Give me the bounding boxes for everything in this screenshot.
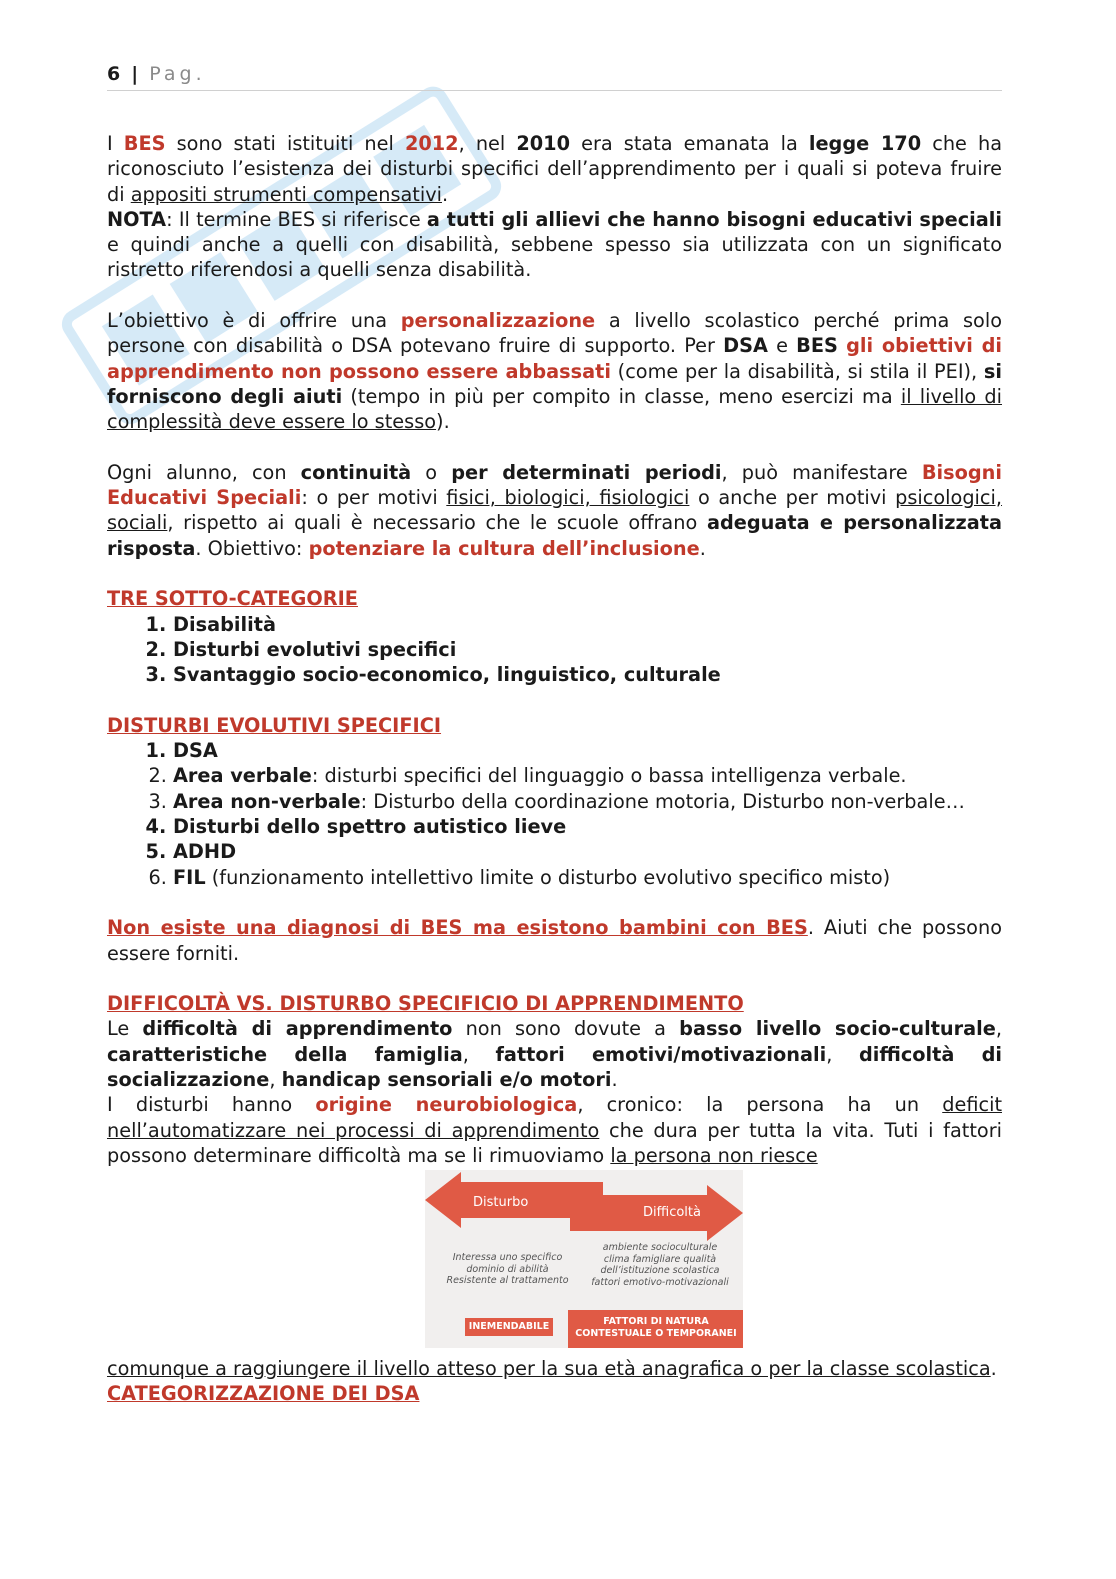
- paragraph-nota: NOTA: Il termine BES si riferisce a tutti gli allievi che hanno bisogni educativi speciali e quindi anche a quelli con disabilità, sebbene spesso sia utilizzata con un significato ristretto riferendosi a quelli senza disabilità.: [107, 207, 1002, 282]
- paragraph-alunno: Ogni alunno, con continuità o per determinati periodi, può manifestare Bisogni Educativi Speciali: o per motivi fisici, biologici, fisiologici o anche per motivi psicologici, sociali, rispetto ai quali è necessario che le scuole offrano adeguata e personalizzata risposta. Obiettivo: potenziare la cultura dell’inclusione.: [107, 460, 1003, 560]
- paragraph-intro: I BES sono stati istituiti nel 2012, nel 2010 era stata emanata la legge 170 che ha riconosciuto l’esistenza dei disturbi specifici dell’apprendimento per i quali si poteva fruire di appositi strumenti compensativi.: [107, 132, 1003, 206]
- heading-tre-sotto-categorie: TRE SOTTO-CATEGORIE: [107, 587, 358, 611]
- list-item: 4. Disturbi dello spettro autistico lieve: [173, 814, 1002, 839]
- page-header: 6 | Pag.: [107, 62, 1002, 91]
- page-number: 6: [107, 63, 121, 85]
- paragraph-non-esiste: Non esiste una diagnosi di BES ma esistono bambini con BES. Aiuti che possono essere forniti.: [107, 916, 1002, 965]
- heading-categorizzazione-dsa: CATEGORIZZAZIONE DEI DSA: [107, 1382, 420, 1406]
- list-disturbi-evolutivi: [107, 738, 1002, 890]
- list-item: 5. ADHD: [173, 839, 1002, 864]
- difficolta-description: ambiente socioculturale clima famigliare qualità dell’istituzione scolastica fattori emotivo-motivazionali: [591, 1242, 729, 1288]
- list-item: 1. Disabilità: [173, 612, 1002, 637]
- paragraph-obiettivo: L’obiettivo è di offrire una personalizzazione a livello scolastico perché prima solo persone con disabilità o DSA potevano fruire di supporto. Per DSA e BES gli obiettivi di apprendimento non possono essere abbassati (come per la disabilità, si stila il PEI), si forniscono degli aiuti (tempo in più per compito in classe, meno esercizi ma il livello di complessità deve essere lo stesso).: [107, 309, 1003, 434]
- fattori-tag: FATTORI DI NATURA CONTESTUALE O TEMPORANEI: [575, 1316, 737, 1340]
- inemendabile-tag: INEMENDABILE: [468, 1321, 550, 1333]
- heading-disturbi-evolutivi: DISTURBI EVOLUTIVI SPECIFICI: [107, 713, 442, 737]
- disturbo-description: Interessa uno specifico dominio di abilità Resistente al trattamento: [446, 1252, 569, 1287]
- list-sotto-categorie: [107, 612, 1002, 688]
- disturbo-vs-difficolta-figure: [425, 1170, 743, 1348]
- list-item: 2. Disturbi evolutivi specifici: [173, 637, 1002, 662]
- list-item: 2. Area verbale: disturbi specifici del linguaggio o bassa intelligenza verbale.: [173, 763, 1002, 788]
- paragraph-difficolta: Le difficoltà di apprendimento non sono dovute a basso livello socio-culturale, caratteristiche della famiglia, fattori emotivi/motivazionali, difficoltà di socializzazione, handicap sensoriali e/o motori.: [107, 1017, 1002, 1091]
- list-item: 3. Svantaggio socio-economico, linguistico, culturale: [173, 662, 1002, 687]
- paragraph-continuation: comunque a raggiungere il livello atteso per la sua età anagrafica o per la classe scolastica.: [107, 1357, 997, 1381]
- document-page: [107, 62, 1002, 1407]
- page-label: Pag.: [149, 63, 206, 85]
- left-arrow-label: Disturbo: [473, 1195, 529, 1211]
- heading-difficolta-vs-disturbo: DIFFICOLTÀ VS. DISTURBO SPECIFICIO DI APPRENDIMENTO: [107, 992, 744, 1016]
- paragraph-disturbi: I disturbi hanno origine neurobiologica, cronico: la persona ha un deficit nell’automatizzare nei processi di apprendimento che dura per tutta la vita. Tuti i fattori possono determinare difficoltà ma se li rimuoviamo la persona non riesce: [107, 1093, 1002, 1167]
- list-item: 1. DSA: [173, 738, 1002, 763]
- right-arrow-label: Difficoltà: [643, 1205, 701, 1221]
- list-item: 6. FIL (funzionamento intellettivo limite o disturbo evolutivo specifico misto): [173, 865, 1002, 890]
- list-item: 3. Area non-verbale: Disturbo della coordinazione motoria, Disturbo non-verbale…: [173, 789, 1002, 814]
